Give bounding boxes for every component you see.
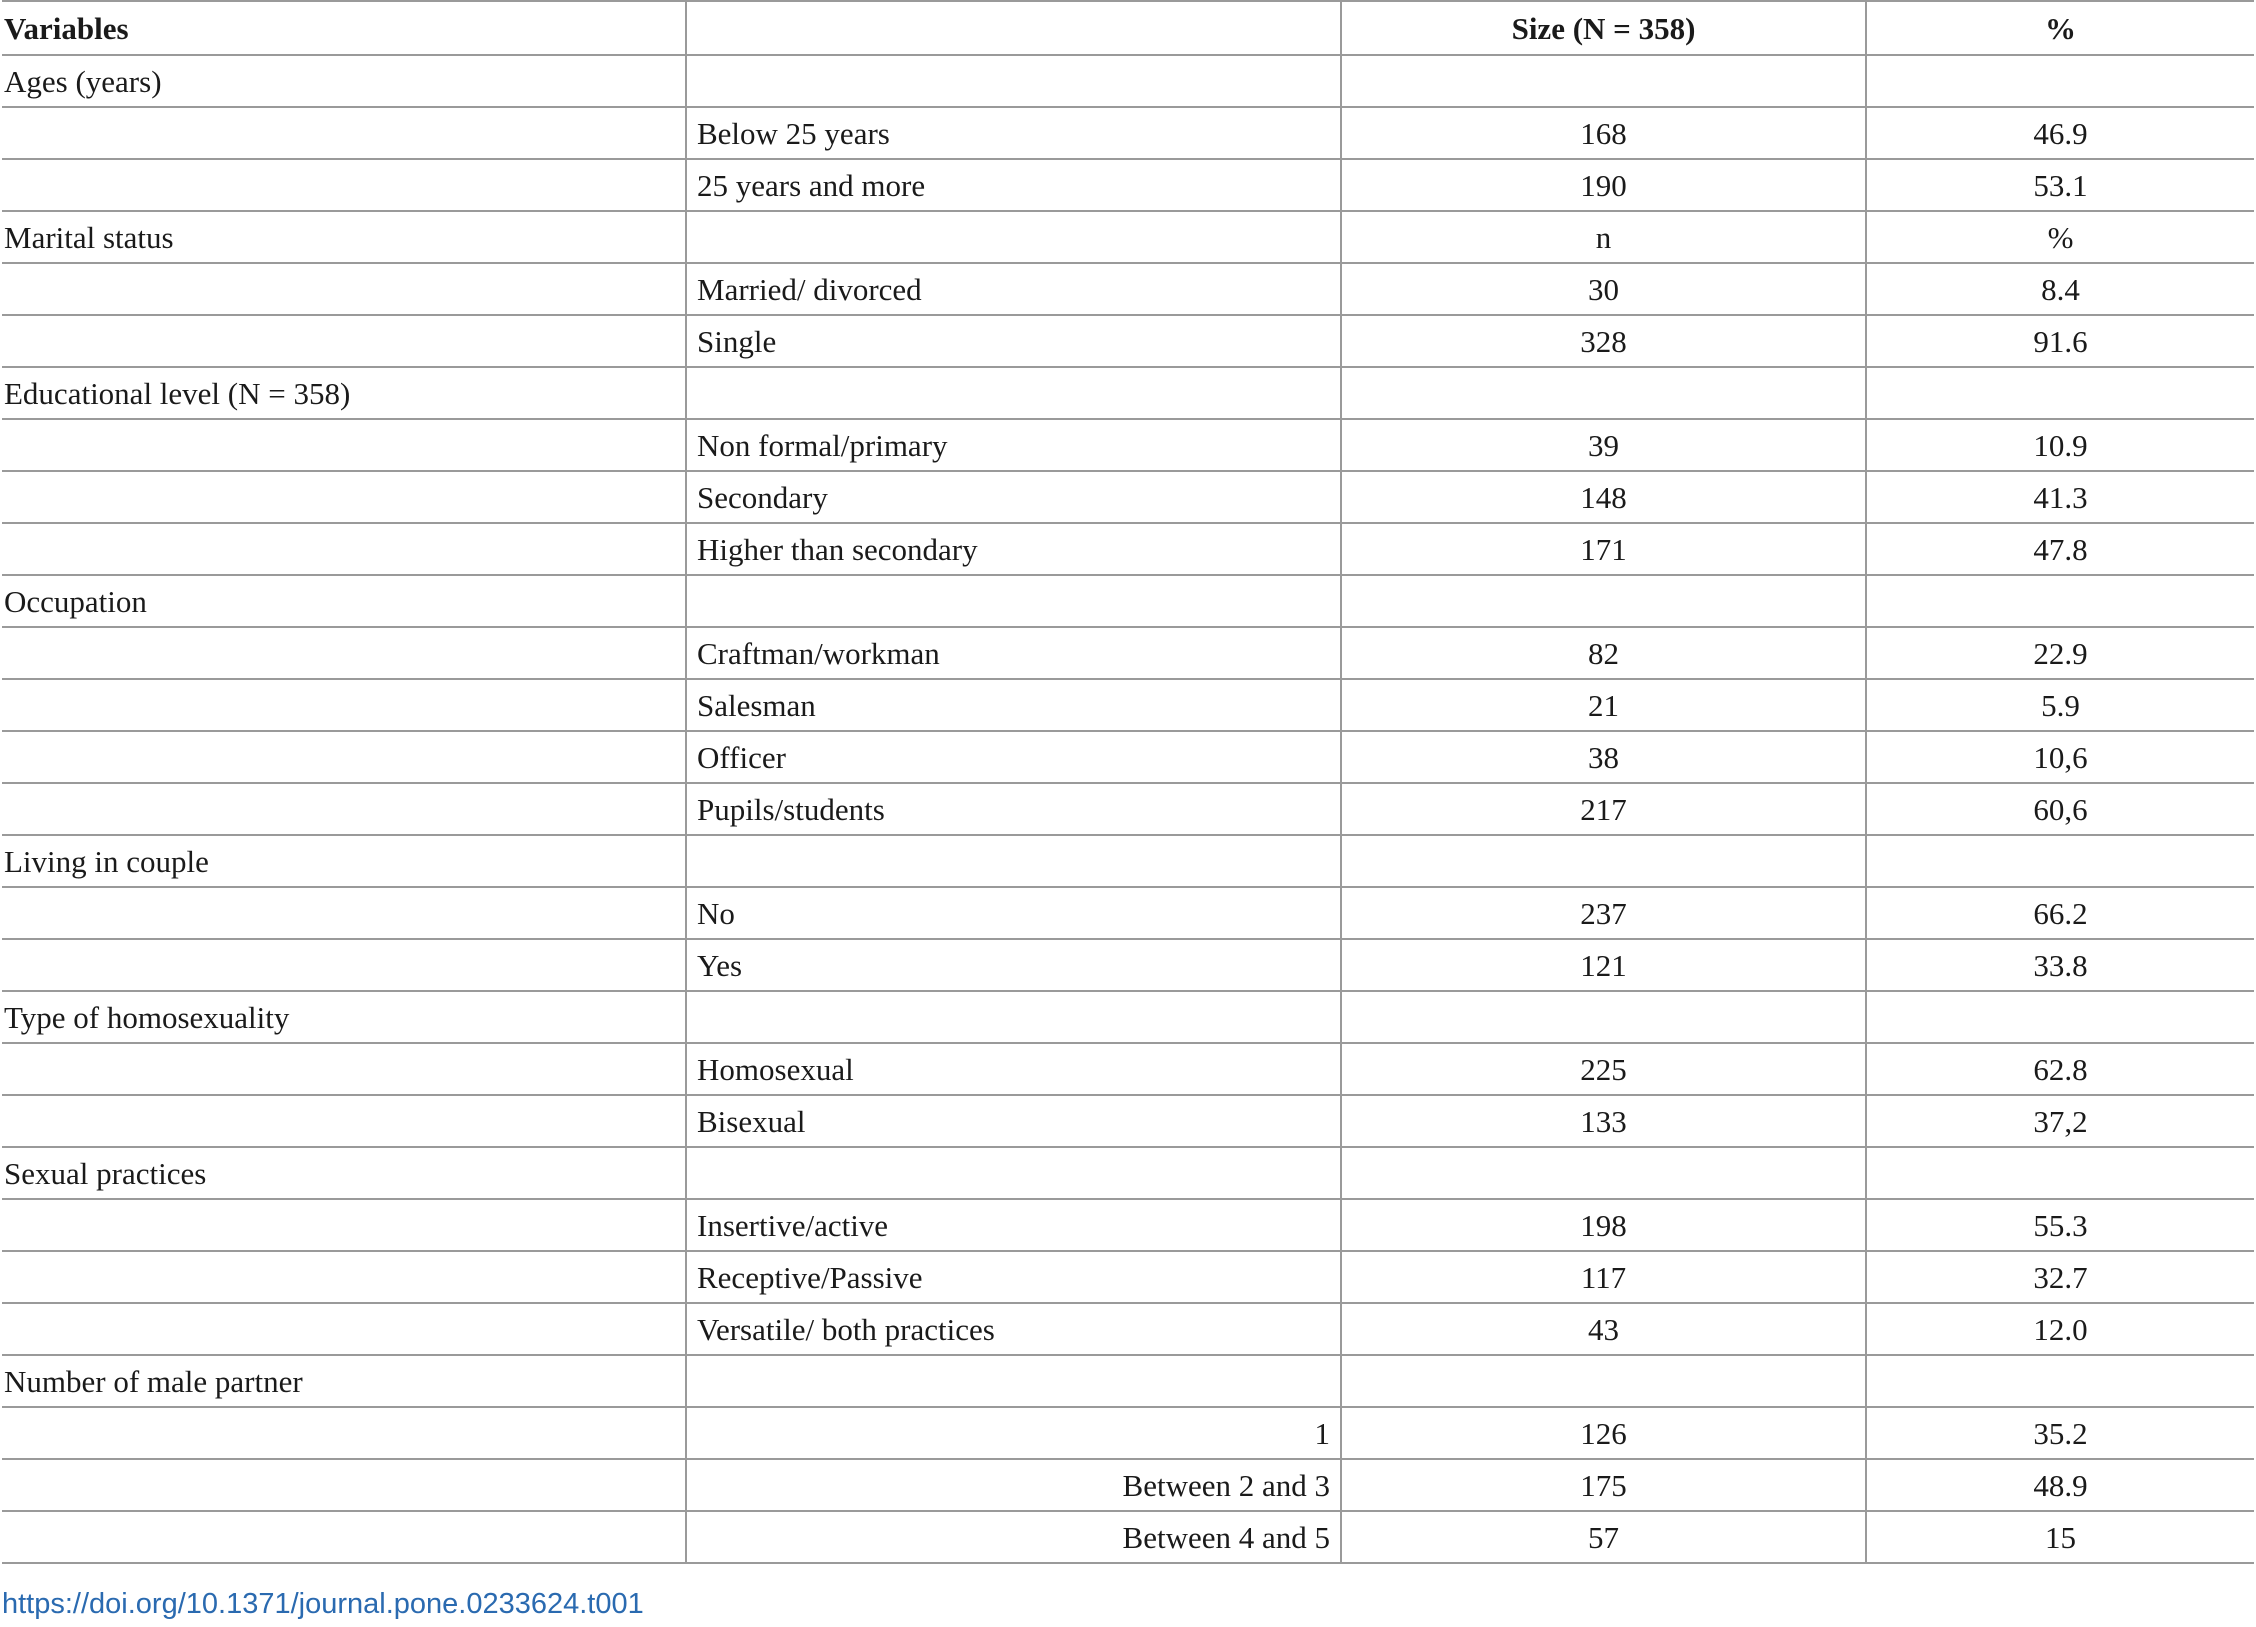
percent-cell: 8.4: [1866, 263, 2254, 315]
category-row: [2, 211, 2254, 263]
table-row: [2, 1251, 2254, 1303]
category-cell: [2, 419, 686, 471]
table-row: [2, 1511, 2254, 1563]
table-row: [2, 107, 2254, 159]
subcategory-cell: [686, 575, 1341, 627]
subcategory-cell: [686, 211, 1341, 263]
category-cell: [2, 887, 686, 939]
subcategory-cell: [686, 55, 1341, 107]
category-cell: Occupation: [2, 575, 686, 627]
subcategory-cell: Yes: [686, 939, 1341, 991]
size-cell: 225: [1341, 1043, 1866, 1095]
table-row: [2, 783, 2254, 835]
category-cell: Ages (years): [2, 55, 686, 107]
size-cell: n: [1341, 211, 1866, 263]
percent-cell: 15: [1866, 1511, 2254, 1563]
percent-cell: 53.1: [1866, 159, 2254, 211]
size-cell: [1341, 991, 1866, 1043]
percent-cell: 60,6: [1866, 783, 2254, 835]
category-cell: Marital status: [2, 211, 686, 263]
category-cell: [2, 939, 686, 991]
category-cell: [2, 1043, 686, 1095]
percent-cell: 91.6: [1866, 315, 2254, 367]
header-percent: %: [1866, 1, 2254, 55]
category-cell: Living in couple: [2, 835, 686, 887]
percent-cell: 37,2: [1866, 1095, 2254, 1147]
table-row: [2, 887, 2254, 939]
category-row: [2, 835, 2254, 887]
header-variables: Variables: [2, 1, 686, 55]
subcategory-cell: [686, 367, 1341, 419]
size-cell: 57: [1341, 1511, 1866, 1563]
size-cell: 217: [1341, 783, 1866, 835]
table-row: [2, 939, 2254, 991]
size-cell: 168: [1341, 107, 1866, 159]
subcategory-cell: Officer: [686, 731, 1341, 783]
subcategory-cell: [686, 1355, 1341, 1407]
subcategory-cell: Bisexual: [686, 1095, 1341, 1147]
subcategory-cell: Receptive/Passive: [686, 1251, 1341, 1303]
table-row: [2, 315, 2254, 367]
category-cell: [2, 159, 686, 211]
category-cell: Sexual practices: [2, 1147, 686, 1199]
subcategory-cell: Versatile/ both practices: [686, 1303, 1341, 1355]
size-cell: 121: [1341, 939, 1866, 991]
percent-cell: 32.7: [1866, 1251, 2254, 1303]
table-row: [2, 627, 2254, 679]
size-cell: 30: [1341, 263, 1866, 315]
category-cell: [2, 679, 686, 731]
percent-cell: 47.8: [1866, 523, 2254, 575]
size-cell: 39: [1341, 419, 1866, 471]
size-cell: 328: [1341, 315, 1866, 367]
table-row: [2, 1043, 2254, 1095]
subcategory-cell: Homosexual: [686, 1043, 1341, 1095]
percent-cell: 35.2: [1866, 1407, 2254, 1459]
percent-cell: [1866, 367, 2254, 419]
percent-cell: 46.9: [1866, 107, 2254, 159]
header-subcategory: [686, 1, 1341, 55]
category-cell: Number of male partner: [2, 1355, 686, 1407]
percent-cell: [1866, 1355, 2254, 1407]
subcategory-cell: [686, 991, 1341, 1043]
size-cell: 237: [1341, 887, 1866, 939]
category-row: [2, 575, 2254, 627]
table-row: [2, 1095, 2254, 1147]
table-row: [2, 1459, 2254, 1511]
percent-cell: 5.9: [1866, 679, 2254, 731]
category-cell: Type of homosexuality: [2, 991, 686, 1043]
percent-cell: 66.2: [1866, 887, 2254, 939]
category-cell: [2, 1303, 686, 1355]
category-cell: [2, 1459, 686, 1511]
subcategory-cell: Craftman/workman: [686, 627, 1341, 679]
size-cell: 43: [1341, 1303, 1866, 1355]
percent-cell: %: [1866, 211, 2254, 263]
subcategory-cell: No: [686, 887, 1341, 939]
size-cell: [1341, 1147, 1866, 1199]
size-cell: 198: [1341, 1199, 1866, 1251]
category-cell: Educational level (N = 358): [2, 367, 686, 419]
doi-link[interactable]: https://doi.org/10.1371/journal.pone.0233624.t001: [2, 1588, 644, 1620]
table-row: [2, 1407, 2254, 1459]
percent-cell: 22.9: [1866, 627, 2254, 679]
size-cell: [1341, 1355, 1866, 1407]
percent-cell: 48.9: [1866, 1459, 2254, 1511]
category-row: [2, 1147, 2254, 1199]
size-cell: 175: [1341, 1459, 1866, 1511]
category-row: [2, 367, 2254, 419]
subcategory-cell: Between 2 and 3: [686, 1459, 1341, 1511]
percent-cell: [1866, 835, 2254, 887]
table-row: [2, 159, 2254, 211]
subcategory-cell: [686, 835, 1341, 887]
table-row: [2, 263, 2254, 315]
subcategory-cell: Insertive/active: [686, 1199, 1341, 1251]
table-row: [2, 471, 2254, 523]
category-cell: [2, 263, 686, 315]
category-cell: [2, 1511, 686, 1563]
table-row: [2, 523, 2254, 575]
percent-cell: 12.0: [1866, 1303, 2254, 1355]
subcategory-cell: 25 years and more: [686, 159, 1341, 211]
size-cell: [1341, 55, 1866, 107]
percent-cell: [1866, 991, 2254, 1043]
subcategory-cell: Married/ divorced: [686, 263, 1341, 315]
size-cell: [1341, 835, 1866, 887]
subcategory-cell: Single: [686, 315, 1341, 367]
percent-cell: [1866, 55, 2254, 107]
table-row: [2, 1199, 2254, 1251]
subcategory-cell: Salesman: [686, 679, 1341, 731]
size-cell: 133: [1341, 1095, 1866, 1147]
subcategory-cell: Between 4 and 5: [686, 1511, 1341, 1563]
subcategory-cell: Non formal/primary: [686, 419, 1341, 471]
category-cell: [2, 471, 686, 523]
category-cell: [2, 107, 686, 159]
percent-cell: 41.3: [1866, 471, 2254, 523]
table-row: [2, 1303, 2254, 1355]
subcategory-cell: Below 25 years: [686, 107, 1341, 159]
header-size: Size (N = 358): [1341, 1, 1866, 55]
category-row: [2, 55, 2254, 107]
size-cell: [1341, 367, 1866, 419]
size-cell: 148: [1341, 471, 1866, 523]
table-row: [2, 419, 2254, 471]
size-cell: [1341, 575, 1866, 627]
category-cell: [2, 731, 686, 783]
size-cell: 38: [1341, 731, 1866, 783]
category-cell: [2, 1407, 686, 1459]
subcategory-cell: Pupils/students: [686, 783, 1341, 835]
demographics-table: [2, 0, 2254, 1564]
subcategory-cell: 1: [686, 1407, 1341, 1459]
size-cell: 82: [1341, 627, 1866, 679]
table-header-row: [2, 1, 2254, 55]
category-cell: [2, 783, 686, 835]
percent-cell: 62.8: [1866, 1043, 2254, 1095]
size-cell: 126: [1341, 1407, 1866, 1459]
category-row: [2, 991, 2254, 1043]
category-cell: [2, 1251, 686, 1303]
subcategory-cell: [686, 1147, 1341, 1199]
percent-cell: 33.8: [1866, 939, 2254, 991]
table-row: [2, 679, 2254, 731]
category-cell: [2, 315, 686, 367]
size-cell: 171: [1341, 523, 1866, 575]
percent-cell: 10,6: [1866, 731, 2254, 783]
category-cell: [2, 627, 686, 679]
subcategory-cell: Secondary: [686, 471, 1341, 523]
table-body: [2, 55, 2254, 1563]
percent-cell: 10.9: [1866, 419, 2254, 471]
category-cell: [2, 1095, 686, 1147]
category-cell: [2, 1199, 686, 1251]
percent-cell: 55.3: [1866, 1199, 2254, 1251]
size-cell: 117: [1341, 1251, 1866, 1303]
size-cell: 190: [1341, 159, 1866, 211]
category-cell: [2, 523, 686, 575]
percent-cell: [1866, 1147, 2254, 1199]
percent-cell: [1866, 575, 2254, 627]
subcategory-cell: Higher than secondary: [686, 523, 1341, 575]
category-row: [2, 1355, 2254, 1407]
table-row: [2, 731, 2254, 783]
size-cell: 21: [1341, 679, 1866, 731]
